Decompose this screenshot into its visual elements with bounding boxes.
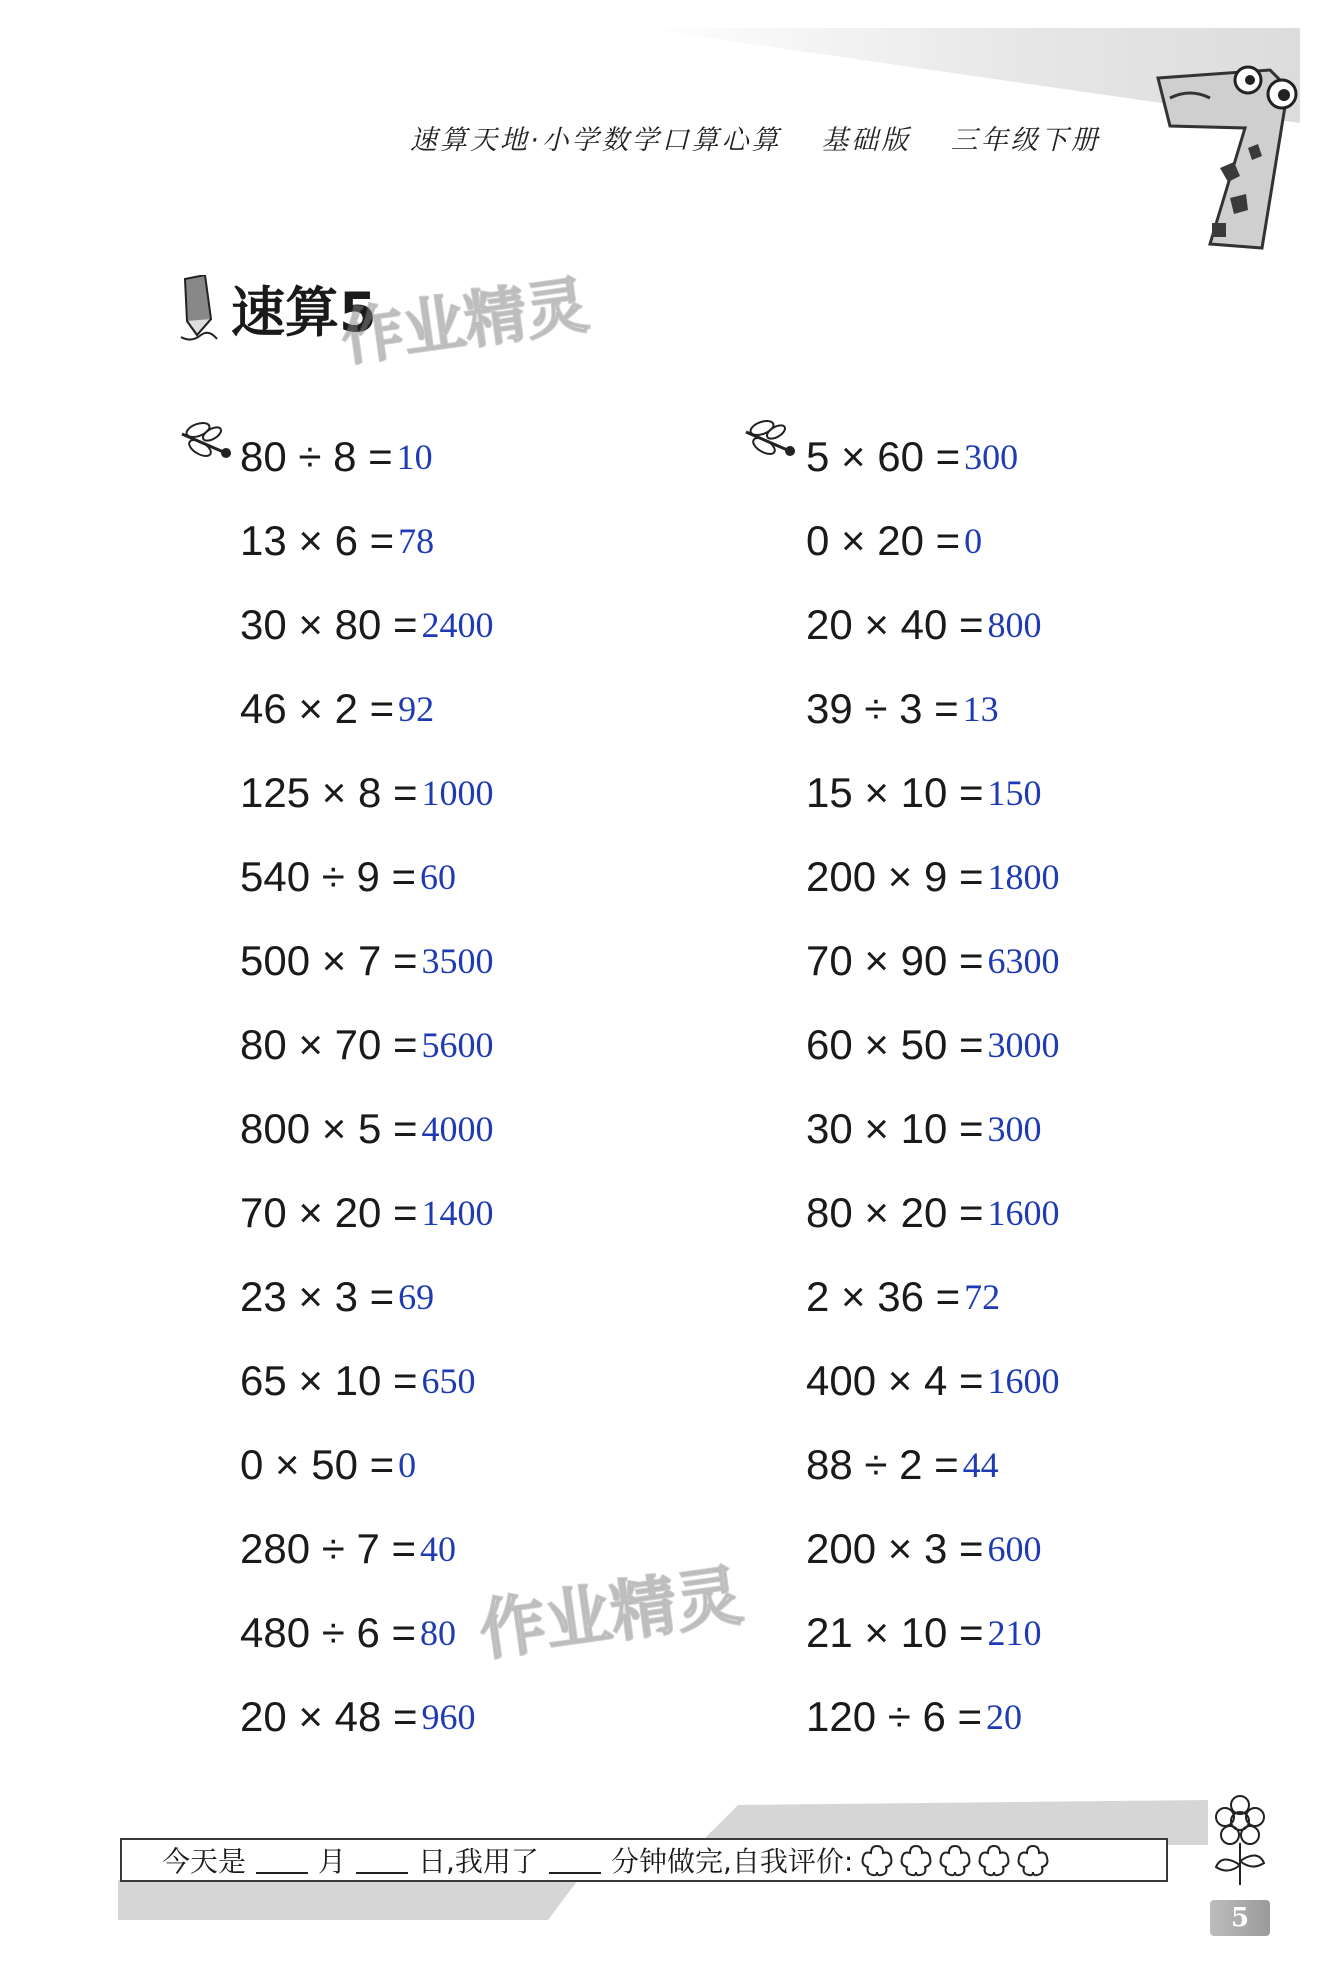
problem-answer[interactable]: 3000 xyxy=(987,1025,1060,1065)
problem-row xyxy=(240,1087,494,1171)
problem-answer[interactable]: 650 xyxy=(421,1361,476,1401)
problem-expression: 65 × 10 = xyxy=(240,1357,418,1404)
rating-flower-icon[interactable] xyxy=(976,1843,1012,1877)
problem-expression: 80 × 20 = xyxy=(806,1189,984,1236)
section-title: 速算5 xyxy=(231,281,377,344)
problem-expression: 120 ÷ 6 = xyxy=(806,1693,983,1740)
watermark: 作业精灵 xyxy=(336,268,593,375)
problem-row xyxy=(240,667,494,751)
page-number: 5 xyxy=(1210,1900,1270,1936)
problem-expression: 30 × 80 = xyxy=(240,601,418,648)
problem-expression: 20 × 40 = xyxy=(806,601,984,648)
problem-row xyxy=(240,1507,494,1591)
problem-expression: 2 × 36 = xyxy=(806,1273,961,1320)
problem-expression: 80 × 70 = xyxy=(240,1021,418,1068)
problem-row xyxy=(806,1675,1060,1759)
problem-expression: 0 × 50 = xyxy=(240,1441,395,1488)
problem-answer[interactable]: 1400 xyxy=(421,1193,494,1233)
problem-row xyxy=(240,1003,494,1087)
flower-icon xyxy=(1205,1795,1275,1890)
problem-expression: 400 × 4 = xyxy=(806,1357,984,1404)
problem-answer[interactable]: 3500 xyxy=(421,941,494,981)
dragonfly-icon xyxy=(740,418,796,466)
problem-answer[interactable]: 0 xyxy=(398,1445,417,1485)
problem-expression: 540 ÷ 9 = xyxy=(240,853,417,900)
book-header xyxy=(410,118,1150,157)
problem-answer[interactable]: 4000 xyxy=(421,1109,494,1149)
problem-row xyxy=(240,751,494,835)
minutes-label: 分钟做完,自我评价: xyxy=(610,1845,854,1878)
grade-label: 三年级下册 xyxy=(950,125,1101,156)
problem-answer[interactable]: 60 xyxy=(420,857,457,897)
problem-row xyxy=(240,835,494,919)
dragonfly-icon xyxy=(176,420,232,468)
problem-row xyxy=(240,1171,494,1255)
problem-answer[interactable]: 600 xyxy=(987,1529,1042,1569)
problem-expression: 5 × 60 = xyxy=(806,433,961,480)
problem-answer[interactable]: 300 xyxy=(964,437,1019,477)
problem-row xyxy=(240,1423,494,1507)
problem-answer[interactable]: 44 xyxy=(962,1445,999,1485)
problem-expression: 39 ÷ 3 = xyxy=(806,685,959,732)
problem-expression: 30 × 10 = xyxy=(806,1105,984,1152)
problem-answer[interactable]: 960 xyxy=(421,1697,476,1737)
rating-stars xyxy=(859,1843,1054,1877)
problem-expression: 280 ÷ 7 = xyxy=(240,1525,417,1572)
problem-answer[interactable]: 1600 xyxy=(987,1361,1060,1401)
problem-column-left xyxy=(240,415,494,1759)
month-label: 月 xyxy=(318,1845,347,1878)
problem-expression: 46 × 2 = xyxy=(240,685,395,732)
problem-answer[interactable]: 5600 xyxy=(421,1025,494,1065)
month-blank[interactable] xyxy=(256,1846,308,1874)
problem-expression: 500 × 7 = xyxy=(240,937,418,984)
problem-answer[interactable]: 20 xyxy=(986,1697,1023,1737)
problem-row xyxy=(806,415,1060,499)
problem-row xyxy=(806,1087,1060,1171)
rating-flower-icon[interactable] xyxy=(859,1843,895,1877)
problem-answer[interactable]: 72 xyxy=(964,1277,1001,1317)
problem-expression: 200 × 9 = xyxy=(806,853,984,900)
problem-row xyxy=(806,1339,1060,1423)
problem-row xyxy=(240,919,494,1003)
problem-row xyxy=(806,1423,1060,1507)
rating-flower-icon[interactable] xyxy=(1015,1843,1051,1877)
book-title: 速算天地·小学数学口算心算 xyxy=(410,125,782,156)
problem-row xyxy=(240,499,494,583)
problem-answer[interactable]: 78 xyxy=(398,521,435,561)
minutes-blank[interactable] xyxy=(549,1846,601,1874)
problem-row xyxy=(806,1171,1060,1255)
problem-answer[interactable]: 92 xyxy=(398,689,435,729)
problem-answer[interactable]: 40 xyxy=(420,1529,457,1569)
problem-answer[interactable]: 300 xyxy=(987,1109,1042,1149)
problem-row xyxy=(806,1255,1060,1339)
day-label: 日,我用了 xyxy=(418,1845,539,1878)
problem-answer[interactable]: 1800 xyxy=(987,857,1060,897)
problem-expression: 88 ÷ 2 = xyxy=(806,1441,959,1488)
problem-row xyxy=(240,1591,494,1675)
problem-expression: 80 ÷ 8 = xyxy=(240,433,393,480)
problem-answer[interactable]: 800 xyxy=(987,605,1042,645)
problem-expression: 13 × 6 = xyxy=(240,517,395,564)
problem-answer[interactable]: 6300 xyxy=(987,941,1060,981)
problem-expression: 15 × 10 = xyxy=(806,769,984,816)
watermark: 作业精灵 xyxy=(474,1556,747,1670)
problem-row xyxy=(240,1339,494,1423)
day-blank[interactable] xyxy=(356,1846,408,1874)
problem-answer[interactable]: 0 xyxy=(964,521,983,561)
edition-label: 基础版 xyxy=(821,125,912,156)
rating-flower-icon[interactable] xyxy=(898,1843,934,1877)
problem-expression: 21 × 10 = xyxy=(806,1609,984,1656)
problem-row xyxy=(240,583,494,667)
problem-row xyxy=(806,835,1060,919)
problem-expression: 70 × 20 = xyxy=(240,1189,418,1236)
problem-answer[interactable]: 150 xyxy=(987,773,1042,813)
problem-answer[interactable]: 210 xyxy=(987,1613,1042,1653)
problem-expression: 200 × 3 = xyxy=(806,1525,984,1572)
problem-answer[interactable]: 69 xyxy=(398,1277,435,1317)
problem-row xyxy=(806,1003,1060,1087)
problem-expression: 23 × 3 = xyxy=(240,1273,395,1320)
problem-answer[interactable]: 13 xyxy=(962,689,999,729)
problem-row xyxy=(806,499,1060,583)
problem-row xyxy=(240,1675,494,1759)
giraffe-seven-icon xyxy=(1150,48,1300,253)
problem-row xyxy=(806,919,1060,1003)
problem-row xyxy=(806,667,1060,751)
problem-answer[interactable]: 1000 xyxy=(421,773,494,813)
problem-expression: 70 × 90 = xyxy=(806,937,984,984)
problem-row xyxy=(806,583,1060,667)
problem-row xyxy=(806,751,1060,835)
today-label: 今天是 xyxy=(162,1845,247,1878)
problem-row xyxy=(806,1507,1060,1591)
problem-expression: 0 × 20 = xyxy=(806,517,961,564)
problem-column-right xyxy=(806,415,1060,1759)
problem-expression: 60 × 50 = xyxy=(806,1021,984,1068)
problem-expression: 480 ÷ 6 = xyxy=(240,1609,417,1656)
problem-row xyxy=(240,415,494,499)
rating-flower-icon[interactable] xyxy=(937,1843,973,1877)
problem-answer[interactable]: 80 xyxy=(420,1613,457,1653)
problem-row xyxy=(240,1255,494,1339)
problem-answer[interactable]: 1600 xyxy=(987,1193,1060,1233)
problem-answer[interactable]: 10 xyxy=(396,437,433,477)
problem-row xyxy=(806,1591,1060,1675)
problem-answer[interactable]: 2400 xyxy=(421,605,494,645)
problem-expression: 800 × 5 = xyxy=(240,1105,418,1152)
problem-expression: 20 × 48 = xyxy=(240,1693,418,1740)
problem-expression: 125 × 8 = xyxy=(240,769,418,816)
footer-record xyxy=(120,1838,1168,1882)
pencil-icon xyxy=(175,275,221,343)
